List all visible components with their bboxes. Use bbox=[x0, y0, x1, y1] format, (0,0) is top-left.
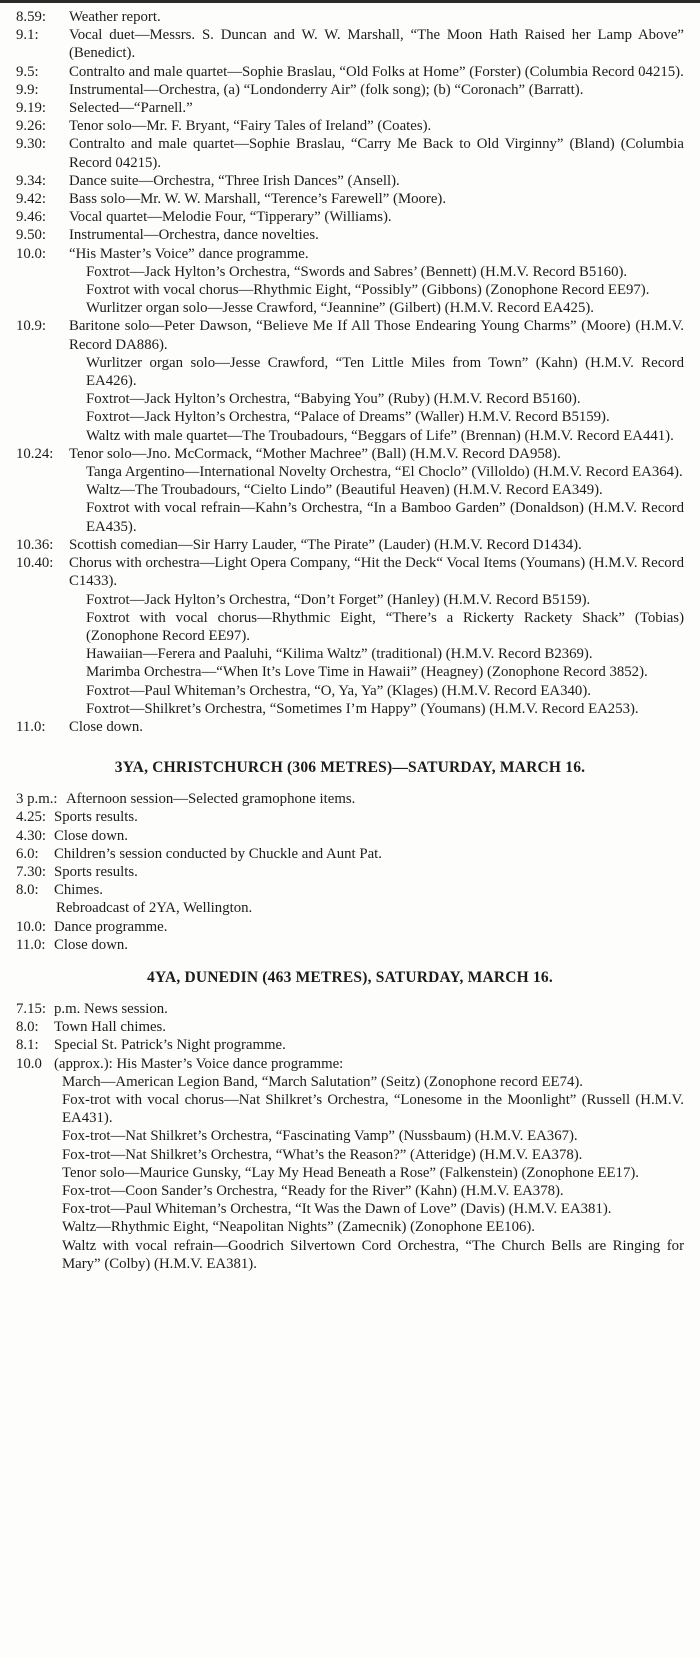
entry-time: 4.25: bbox=[16, 809, 47, 826]
programme-entry bbox=[16, 172, 684, 190]
programme-sub-entry bbox=[16, 1127, 684, 1145]
entry-text: Sports results. bbox=[54, 809, 138, 826]
programme-entry bbox=[16, 863, 684, 881]
programme-sub-entry bbox=[16, 1237, 684, 1273]
entry-text: Close down. bbox=[69, 718, 143, 735]
programme-sub-entry bbox=[16, 899, 684, 917]
entry-time: 10.40: bbox=[16, 555, 54, 572]
entry-text: Special St. Patrick’s Night programme. bbox=[54, 1037, 286, 1054]
programme-sub-entry bbox=[16, 390, 684, 408]
entry-text: Fox-trot with vocal chorus—Nat Shilkret’s Orchestra, “Lonesome in the Moonlight” (Russell (H.M.V. EA431). bbox=[62, 1091, 684, 1127]
programme-sub-entry bbox=[16, 1164, 684, 1182]
entry-time: 9.34: bbox=[16, 172, 47, 189]
entry-text: Children’s session conducted by Chuckle and Aunt Pat. bbox=[54, 845, 382, 862]
programme-entry bbox=[16, 827, 684, 845]
section-heading: 4YA, DUNEDIN (463 METRES), SATURDAY, MARCH 16. bbox=[147, 968, 553, 986]
entry-text: Waltz with male quartet—The Troubadours, “Beggars of Life” (Brennan) (H.M.V. Record EA441). bbox=[86, 427, 674, 444]
entry-time: 4.30: bbox=[16, 827, 47, 844]
programme-sub-entry bbox=[16, 463, 684, 481]
programme-entry bbox=[16, 99, 684, 117]
entry-time: 8.1: bbox=[16, 1037, 39, 1054]
programme-entry bbox=[16, 8, 684, 26]
programme-entry bbox=[16, 26, 684, 62]
programme-entry bbox=[16, 245, 684, 263]
programme-entry bbox=[16, 881, 684, 899]
programme-entry bbox=[16, 135, 684, 171]
entry-time: 10.0: bbox=[16, 245, 47, 262]
entry-time: 10.9: bbox=[16, 318, 47, 335]
entry-text: Instrumental—Orchestra, (a) “Londonderry Air” (folk song); (b) “Coronach” (Barratt). bbox=[69, 81, 584, 98]
programme-entry bbox=[16, 554, 684, 590]
programme-entry bbox=[16, 226, 684, 244]
programme-sub-entry bbox=[16, 481, 684, 499]
programme-sub-entry bbox=[16, 408, 684, 426]
entry-text: Fox-trot—Nat Shilkret’s Orchestra, “Fascinating Vamp” (Nussbaum) (H.M.V. EA367). bbox=[62, 1128, 578, 1145]
entry-text: Close down. bbox=[54, 827, 128, 844]
section-heading: 3YA, CHRISTCHURCH (306 METRES)—SATURDAY, MARCH 16. bbox=[114, 759, 586, 777]
entry-text: Bass solo—Mr. W. W. Marshall, “Terence’s Farewell” (Moore). bbox=[69, 191, 447, 208]
entry-text: Fox-trot—Nat Shilkret’s Orchestra, “What’s the Reason?” (Atteridge) (H.M.V. EA378). bbox=[62, 1146, 583, 1163]
programme-sub-entry bbox=[16, 609, 684, 645]
programme-sub-entry bbox=[16, 1073, 684, 1091]
programme-sub-entry bbox=[16, 1091, 684, 1127]
entry-time: 8.0: bbox=[16, 882, 39, 899]
entry-text: Waltz with vocal refrain—Goodrich Silvertown Cord Orchestra, “The Church Bells are Ringing for Mary” (Colby) (H.M.V. EA381). bbox=[62, 1237, 684, 1272]
programme-sub-entry bbox=[16, 1218, 684, 1236]
entry-time: 9.19: bbox=[16, 100, 47, 117]
programme-entry bbox=[16, 1036, 684, 1054]
programme-entry bbox=[16, 1055, 684, 1073]
entry-text: p.m. News session. bbox=[54, 1000, 168, 1017]
entry-time: 7.15: bbox=[16, 1000, 47, 1017]
entry-time: 3 p.m.: bbox=[16, 791, 58, 808]
programme-section-4ya bbox=[16, 968, 684, 1273]
programme-sub-entry bbox=[16, 354, 684, 390]
entry-text: (approx.): His Master’s Voice dance programme: bbox=[54, 1055, 344, 1072]
entry-text: Foxtrot with vocal refrain—Kahn’s Orchestra, “In a Bamboo Garden” (Donaldson) (H.M.V. Record EA435). bbox=[86, 500, 684, 535]
programme-entry bbox=[16, 445, 684, 463]
programme-entry bbox=[16, 918, 684, 936]
programme-entry bbox=[16, 808, 684, 826]
programme-entry bbox=[16, 718, 684, 736]
programme-sub-entry bbox=[16, 499, 684, 535]
entry-time: 10.0 bbox=[16, 1055, 42, 1072]
programme-sub-entry bbox=[16, 1182, 684, 1200]
entry-text: Selected—“Parnell.” bbox=[69, 100, 193, 117]
entry-text: Town Hall chimes. bbox=[54, 1019, 166, 1036]
programme-entry bbox=[16, 936, 684, 954]
entry-time: 9.1: bbox=[16, 27, 39, 44]
entry-text: Foxtrot with vocal chorus—Rhythmic Eight, “Possibly” (Gibbons) (Zonophone Record EE97). bbox=[86, 282, 650, 299]
entry-text: Foxtrot—Shilkret’s Orchestra, “Sometimes I’m Happy” (Youmans) (H.M.V. Record EA253). bbox=[86, 700, 639, 717]
entry-text: Foxtrot—Jack Hylton’s Orchestra, “Swords and Sabres’ (Bennett) (H.M.V. Record B5160). bbox=[86, 263, 628, 280]
programme-entry bbox=[16, 317, 684, 353]
programme-sub-entry bbox=[16, 281, 684, 299]
entry-text: Afternoon session—Selected gramophone items. bbox=[66, 791, 356, 808]
entry-text: Rebroadcast of 2YA, Wellington. bbox=[56, 900, 253, 917]
programme-entry bbox=[16, 790, 684, 808]
programme-sub-entry bbox=[16, 299, 684, 317]
programme-sub-entry bbox=[16, 1146, 684, 1164]
entry-time: 8.59: bbox=[16, 9, 47, 25]
entry-text: Waltz—Rhythmic Eight, “Neapolitan Nights” (Zamecnik) (Zonophone EE106). bbox=[62, 1219, 536, 1236]
top-rule bbox=[0, 0, 700, 3]
entry-time: 11.0: bbox=[16, 936, 46, 953]
entry-time: 10.36: bbox=[16, 536, 54, 553]
programme-entry bbox=[16, 1000, 684, 1018]
entry-text: Tenor solo—Maurice Gunsky, “Lay My Head Beneath a Rose” (Falkenstein) (Zonophone EE17). bbox=[62, 1164, 639, 1181]
programme-entry bbox=[16, 81, 684, 99]
entry-time: 9.50: bbox=[16, 227, 47, 244]
entry-text: Marimba Orchestra—“When It’s Love Time in Hawaii” (Heagney) (Zonophone Record 3852). bbox=[86, 664, 648, 681]
entry-text: Wurlitzer organ solo—Jesse Crawford, “Ten Little Miles from Town” (Kahn) (H.M.V. Record EA426). bbox=[86, 354, 684, 390]
programme-section-3ya bbox=[16, 758, 684, 954]
programme-sub-entry bbox=[16, 591, 684, 609]
entry-text: Weather report. bbox=[69, 9, 161, 25]
entry-time: 9.26: bbox=[16, 118, 47, 135]
entry-text: Tenor solo—Jno. McCormack, “Mother Machree” (Ball) (H.M.V. Record DA958). bbox=[69, 445, 561, 462]
entry-text: Baritone solo—Peter Dawson, “Believe Me If All Those Endearing Young Charms” (Moore) (H.M.V. Record DA886). bbox=[69, 318, 684, 353]
entry-text: Fox-trot—Coon Sander’s Orchestra, “Ready for the River” (Kahn) (H.M.V. EA378). bbox=[62, 1182, 564, 1199]
entry-text: March—American Legion Band, “March Salutation” (Seitz) (Zonophone record EE74). bbox=[62, 1073, 583, 1090]
entry-text: Hawaiian—Ferera and Paaluhi, “Kilima Waltz” (traditional) (H.M.V. Record B2369). bbox=[86, 646, 593, 663]
entry-time: 10.0: bbox=[16, 918, 47, 935]
entry-text: Fox-trot—Paul Whiteman’s Orchestra, “It Was the Dawn of Love” (Davis) (H.M.V. EA381). bbox=[62, 1201, 612, 1218]
entry-text: Foxtrot—Jack Hylton’s Orchestra, “Palace of Dreams” (Waller) H.M.V. Record B5159). bbox=[86, 409, 610, 426]
programme-entry bbox=[16, 208, 684, 226]
programme-sub-entry bbox=[16, 700, 684, 718]
entry-time: 7.30: bbox=[16, 863, 47, 880]
entry-time: 11.0: bbox=[16, 718, 46, 735]
programme-sub-entry bbox=[16, 427, 684, 445]
radio-programme-listing bbox=[16, 8, 684, 1273]
entry-text: Dance suite—Orchestra, “Three Irish Dances” (Ansell). bbox=[69, 172, 400, 189]
entry-text: Vocal duet—Messrs. S. Duncan and W. W. Marshall, “The Moon Hath Raised her Lamp Above” (Benedict). bbox=[69, 27, 684, 62]
programme-section-continued bbox=[16, 8, 684, 736]
programme-sub-entry bbox=[16, 1200, 684, 1218]
entry-text: Waltz—The Troubadours, “Cielto Lindo” (Beautiful Heaven) (H.M.V. Record EA349). bbox=[86, 482, 603, 499]
programme-entry bbox=[16, 845, 684, 863]
entry-text: Close down. bbox=[54, 936, 128, 953]
entry-text: Tenor solo—Mr. F. Bryant, “Fairy Tales of Ireland” (Coates). bbox=[69, 118, 432, 135]
entry-time: 9.30: bbox=[16, 136, 47, 153]
entry-text: Wurlitzer organ solo—Jesse Crawford, “Jeannine” (Gilbert) (H.M.V. Record EA425). bbox=[86, 300, 594, 317]
entry-text: Foxtrot—Paul Whiteman’s Orchestra, “O, Ya, Ya” (Klages) (H.M.V. Record EA340). bbox=[86, 682, 591, 699]
programme-sub-entry bbox=[16, 682, 684, 700]
entry-text: Contralto and male quartet—Sophie Braslau, “Old Folks at Home” (Forster) (Columbia Record 04215). bbox=[69, 63, 684, 80]
entry-text: Foxtrot—Jack Hylton’s Orchestra, “Babying You” (Ruby) (H.M.V. Record B5160). bbox=[86, 391, 581, 408]
entry-text: Instrumental—Orchestra, dance novelties. bbox=[69, 227, 319, 244]
entry-time: 9.5: bbox=[16, 63, 39, 80]
entry-text: Contralto and male quartet—Sophie Braslau, “Carry Me Back to Old Virginny” (Bland) (Columbia Record 04215). bbox=[69, 136, 684, 171]
entry-text: Dance programme. bbox=[54, 918, 168, 935]
entry-time: 9.46: bbox=[16, 209, 47, 226]
programme-entry bbox=[16, 536, 684, 554]
entry-text: Scottish comedian—Sir Harry Lauder, “The Pirate” (Lauder) (H.M.V. Record D1434). bbox=[69, 536, 582, 553]
programme-entry bbox=[16, 117, 684, 135]
programme-sub-entry bbox=[16, 663, 684, 681]
entry-text: Tanga Argentino—International Novelty Orchestra, “El Choclo” (Villoldo) (H.M.V. Record EA364). bbox=[86, 464, 683, 481]
entry-text: Sports results. bbox=[54, 863, 138, 880]
entry-text: Vocal quartet—Melodie Four, “Tipperary” (Williams). bbox=[69, 209, 392, 226]
entry-time: 10.24: bbox=[16, 445, 54, 462]
entry-text: Chorus with orchestra—Light Opera Company, “Hit the Deck“ Vocal Items (Youmans) (H.M.V. Record C1433). bbox=[69, 555, 684, 590]
entry-time: 9.9: bbox=[16, 81, 39, 98]
entry-text: “His Master’s Voice” dance programme. bbox=[69, 245, 309, 262]
entry-time: 9.42: bbox=[16, 191, 47, 208]
programme-sub-entry bbox=[16, 645, 684, 663]
entry-text: Foxtrot with vocal chorus—Rhythmic Eight, “There’s a Rickerty Rackety Shack” (Tobias) (Zonophone Record EE97). bbox=[86, 609, 684, 644]
entry-time: 6.0: bbox=[16, 845, 39, 862]
entry-text: Foxtrot—Jack Hylton’s Orchestra, “Don’t Forget” (Hanley) (H.M.V. Record B5159). bbox=[86, 591, 591, 608]
programme-entry bbox=[16, 1018, 684, 1036]
programme-entry bbox=[16, 190, 684, 208]
entry-text: Chimes. bbox=[54, 882, 103, 899]
entry-time: 8.0: bbox=[16, 1019, 39, 1036]
programme-sub-entry bbox=[16, 263, 684, 281]
programme-entry bbox=[16, 63, 684, 81]
